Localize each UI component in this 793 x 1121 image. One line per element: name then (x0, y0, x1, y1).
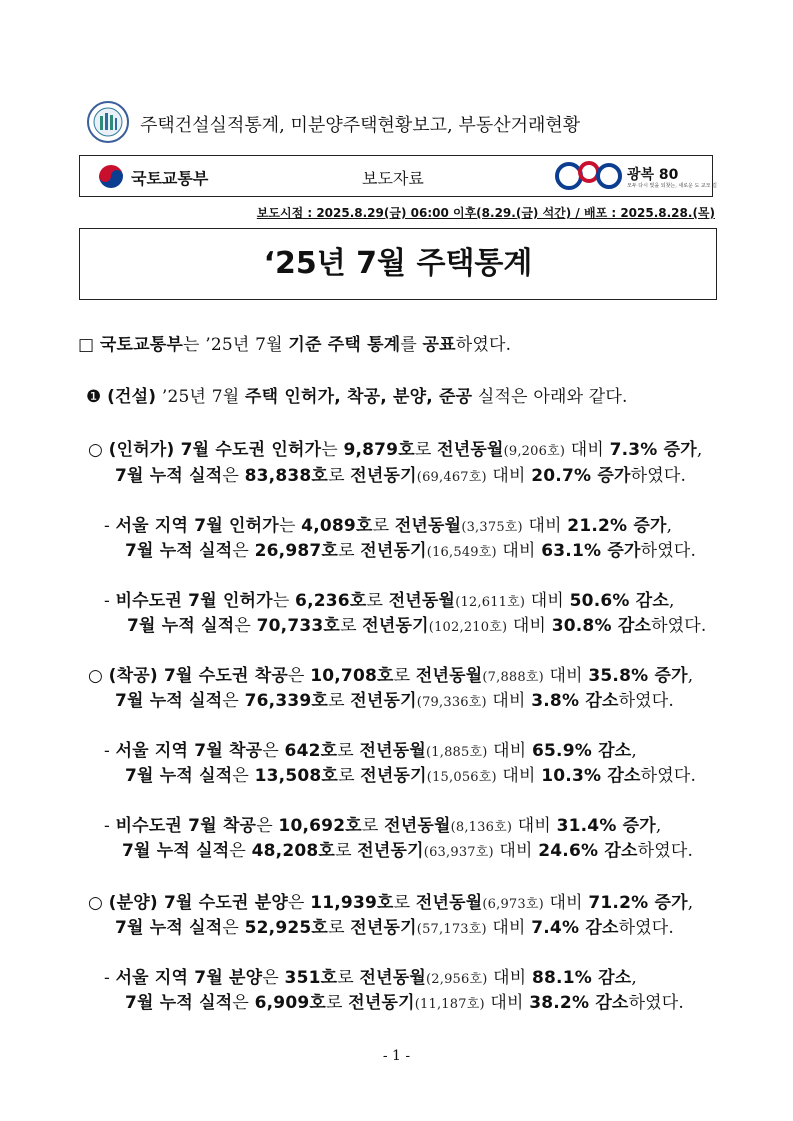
release-schedule: 보도시점 : 2025.8.29(금) 06:00 이후(8.29.(금) 석간) / 배포 : 2025.8.28.(목) (256, 206, 715, 220)
liberation-80-logo-text: 광복 80 (627, 167, 679, 183)
permits-nonmetro-line2: 7월 누적 실적은 70,733호로 전년동기(102,210호) 대비 30.8% 감소하였다. (127, 616, 707, 636)
permits-seoul-line2: 7월 누적 실적은 26,987호로 전년동기(16,549호) 대비 63.1% 증가하였다. (125, 541, 697, 561)
report-series-title: 주택건설실적통계, 미분양주택현황보고, 부동산거래현황 (140, 115, 581, 136)
starts-metro-line2: 7월 누적 실적은 76,339호로 전년동기(79,336호) 대비 3.8% 감소하였다. (115, 691, 675, 711)
starts-nonmetro-line1: - 비수도권 7월 착공은 10,692호로 전년동월(8,136호) 대비 31.4% 증가, (104, 816, 662, 836)
lead-paragraph: □ 국토교통부는 ’25년 7월 기준 주택 통계를 공표하였다. (78, 335, 512, 355)
starts-seoul-line1: - 서울 지역 7월 착공은 642호로 전년동월(1,885호) 대비 65.9% 감소, (104, 741, 637, 761)
liberation-80-logo-subtext: 모두 다시 빛을 되찾는, 새로운 도 교모 길 (627, 183, 717, 189)
headline-title: ‘25년 7월 주택통계 (263, 246, 533, 281)
government-seal-icon (86, 100, 130, 144)
sales-seoul-line1: - 서울 지역 7월 분양은 351호로 전년동월(2,956호) 대비 88.1% 감소, (104, 968, 637, 988)
section-construction-heading: ❶ (건설) ’25년 7월 주택 인허가, 착공, 분양, 준공 실적은 아래와 같다. (86, 387, 628, 407)
permits-metro-line2: 7월 누적 실적은 83,838호로 전년동기(69,467호) 대비 20.7% 증가하였다. (115, 466, 687, 486)
starts-nonmetro-line2: 7월 누적 실적은 48,208호로 전년동기(63,937호) 대비 24.6% 감소하였다. (122, 841, 694, 861)
ministry-name: 국토교통부 (131, 169, 209, 188)
doc-type-label: 보도자료 (362, 169, 424, 188)
permits-metro-line1: ○ (인허가) 7월 수도권 인허가는 9,879호로 전년동월(9,206호) 대비 7.3% 증가, (88, 440, 703, 460)
permits-seoul-line1: - 서울 지역 7월 인허가는 4,089호로 전년동월(3,375호) 대비 21.2% 증가, (104, 516, 673, 536)
page-number: - 1 - (382, 1048, 411, 1064)
liberation-80-logo-icon (555, 158, 623, 194)
sales-seoul-line2: 7월 누적 실적은 6,909호로 전년동기(11,187호) 대비 38.2% 감소하였다. (125, 993, 685, 1013)
sales-metro-line2: 7월 누적 실적은 52,925호로 전년동기(57,173호) 대비 7.4% 감소하였다. (115, 918, 675, 938)
permits-nonmetro-line1: - 비수도권 7월 인허가는 6,236호로 전년동월(12,611호) 대비 50.6% 감소, (104, 591, 675, 611)
ministry-logo-icon (95, 162, 127, 190)
starts-metro-line1: ○ (착공) 7월 수도권 착공은 10,708호로 전년동월(7,888호) 대비 35.8% 증가, (88, 666, 694, 686)
starts-seoul-line2: 7월 누적 실적은 13,508호로 전년동기(15,056호) 대비 10.3% 감소하였다. (125, 766, 697, 786)
sales-metro-line1: ○ (분양) 7월 수도권 분양은 11,939호로 전년동월(6,973호) 대비 71.2% 증가, (88, 893, 694, 913)
